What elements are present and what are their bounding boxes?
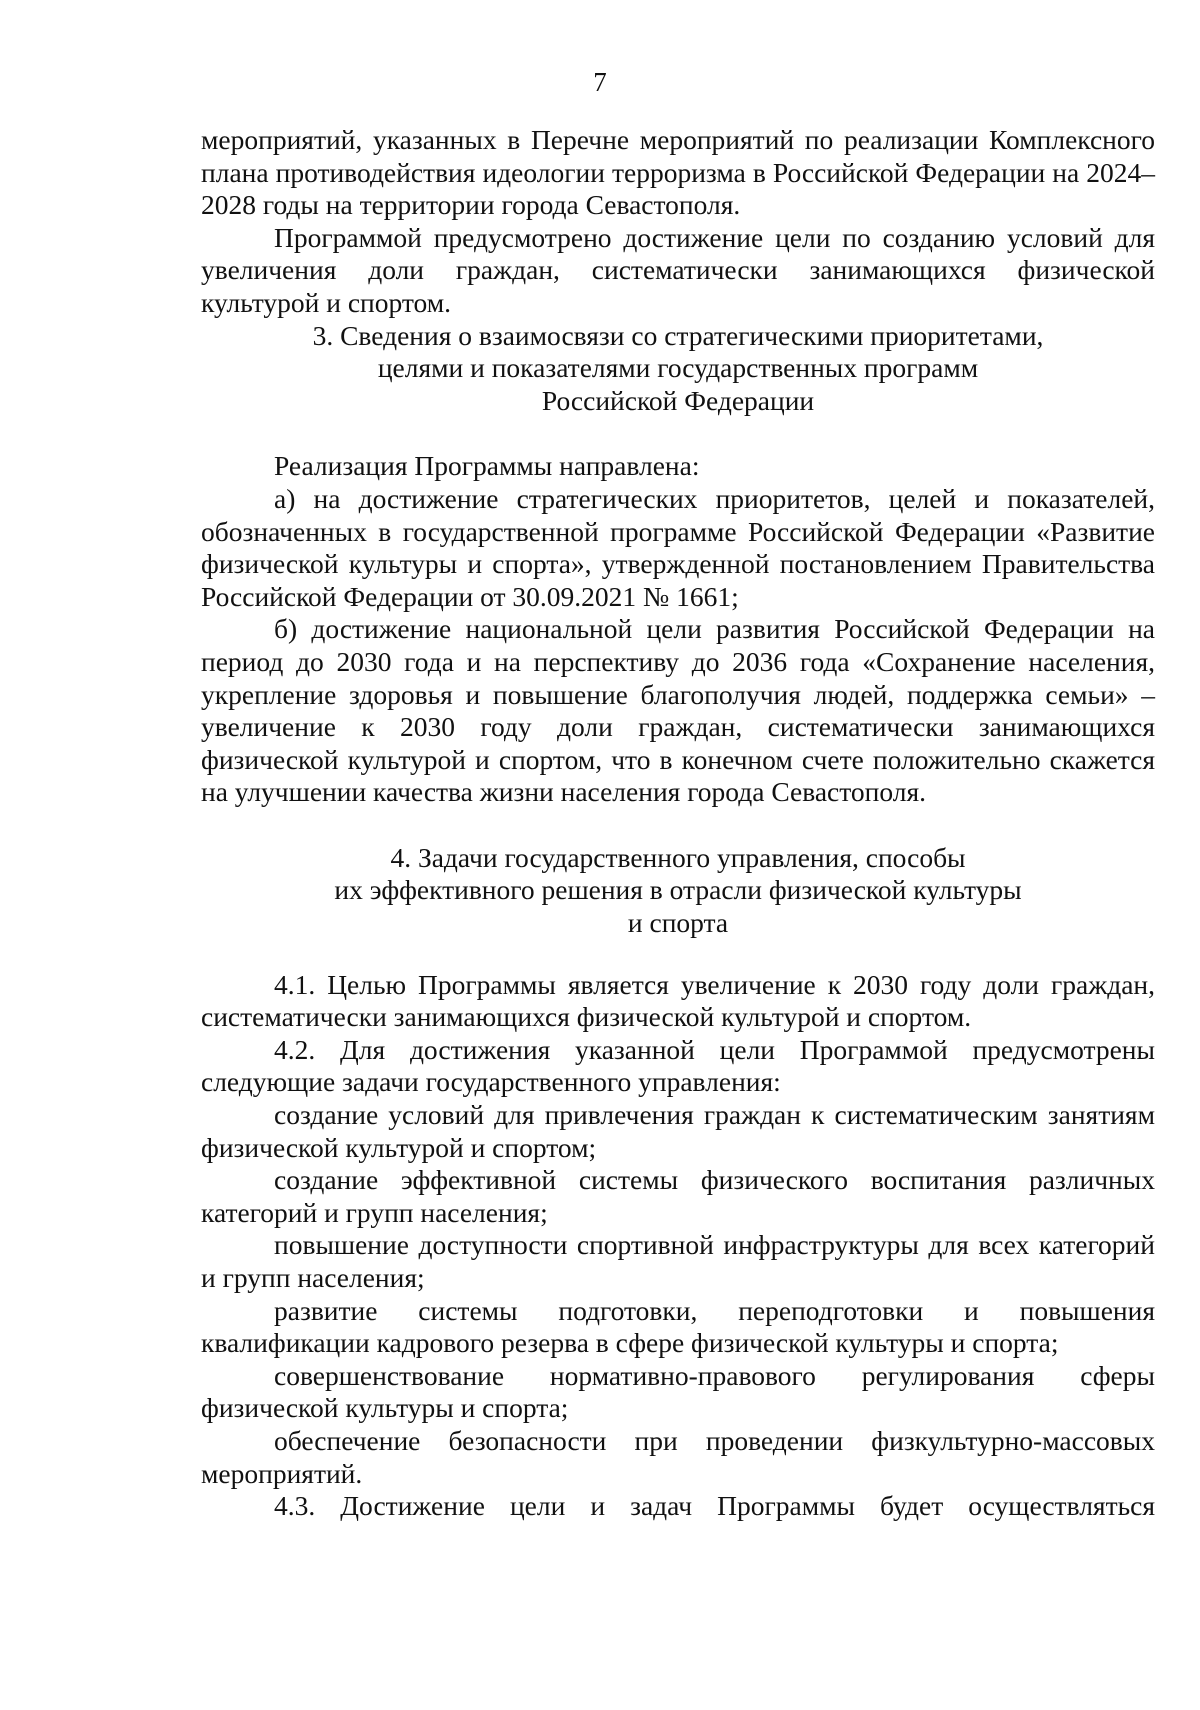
page-number: 7 — [593, 67, 607, 97]
section-3-item-a: а) на достижение стратегических приоритетов, целей и показателей, обозначенных в государственной программе Российской Федерации «Развитие физической культуры и спорта», утвержденной постановлением Правительства Российской Федерации от 30.09.2021 № 1661; — [201, 482, 1155, 612]
task-item: повышение доступности спортивной инфраструктуры для всех категорий и групп населения; — [201, 1229, 1176, 1293]
spacer — [201, 809, 1155, 842]
section-3-lead: Реализация Программы направлена: — [274, 450, 700, 482]
paragraph-intro: мероприятий, указанных в Перечне мероприятий по реализации Комплексного плана противодействия идеологии терроризма в Российской Федерации на 2024–2028 годы на территории города Севастополя. — [201, 124, 1155, 221]
task-item: обеспечение безопасности при проведении физкультурно-массовых мероприятий. — [201, 1424, 1155, 1489]
document-body — [201, 124, 1176, 1523]
paragraph-4-2: 4.2. Для достижения указанной цели Программой предусмотрены следующие задачи государственного управления: — [201, 1033, 1155, 1098]
section-4-heading-line: 4. Задачи государственного управления, способы — [390, 841, 966, 873]
section-3-heading-line: целями и показателями государственных программ — [377, 352, 979, 384]
task-item: совершенствование нормативно-правового регулирования сферы физической культуры и спорта; — [201, 1359, 1155, 1424]
task-item: создание эффективной системы физического воспитания различных категорий и групп населения; — [201, 1164, 1155, 1228]
task-item: развитие системы подготовки, переподготовки и повышения квалификации кадрового резерва в сфере физической культуры и спорта; — [201, 1294, 1155, 1359]
paragraph-program-goal: Программой предусмотрено достижение цели по созданию условий для увеличения доли граждан, систематически занимающихся физической культурой и спортом. — [201, 221, 1155, 318]
spacer — [201, 940, 1155, 969]
section-3-item-b: б) достижение национальной цели развития Российской Федерации на период до 2030 года и на перспективу до 2036 года «Сохранение населения, укрепление здоровья и повышение благополучия людей, поддержка семьи» – увеличение к 2030 году доли граждан, систематически занимающихся физической культурой и спортом, что в конечном счете положительно скажется на улучшении качества жизни населения города Севастополя. — [201, 613, 1155, 808]
section-3-heading-line: 3. Сведения о взаимосвязи со стратегическими приоритетами, — [312, 319, 1044, 351]
paragraph-4-3: 4.3. Достижение цели и задач Программы будет осуществляться — [274, 1490, 1155, 1522]
section-4-heading-line: их эффективного решения в отрасли физической культуры — [334, 874, 1022, 906]
spacer — [201, 417, 1155, 450]
section-4-heading-line: и спорта — [627, 907, 729, 939]
section-3-heading-line: Российской Федерации — [541, 384, 815, 416]
section-4-heading — [201, 842, 1155, 940]
section-3-heading — [201, 320, 1155, 418]
task-item: создание условий для привлечения граждан к систематическим занятиям физической культурой и спортом; — [201, 1099, 1155, 1163]
paragraph-4-1: 4.1. Целью Программы является увеличение к 2030 году доли граждан, систематически занимающихся физической культурой и спортом. — [201, 968, 1155, 1033]
